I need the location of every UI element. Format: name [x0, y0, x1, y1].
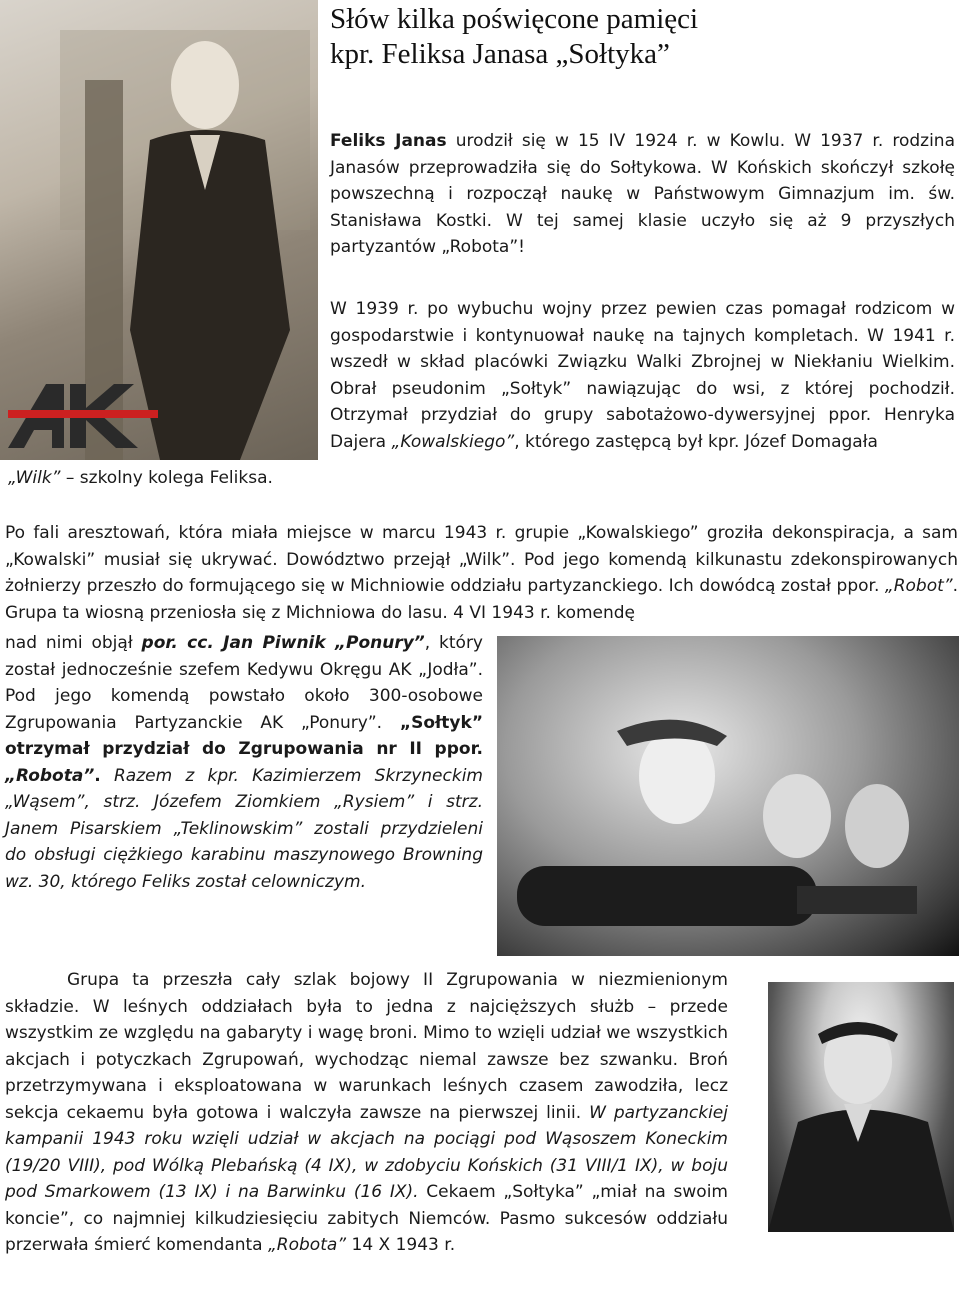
paragraph-combat-path: [5, 967, 728, 1259]
pseudonym-robota-2: „Robota”: [268, 1235, 347, 1255]
soltyk-assignment: „Sołtyk” otrzymał przydział do Zgrupowania nr II ppor.: [5, 712, 483, 759]
paragraph-combat-text-b: Cekaem „Sołtyka” „miał na swoim koncie”, co najmniej kilkudziesięciu zabitych Niemców. Pasmo sukcesów oddziału przerwała śmierć komendanta: [5, 1182, 728, 1255]
paragraph-war-1939: [330, 296, 955, 455]
name-feliks-janas: Feliks Janas: [330, 131, 447, 151]
caption-rest: – szkolny kolega Feliksa.: [60, 468, 273, 488]
paragraph-arrests: [5, 520, 958, 626]
paragraph-ponury-text-a: nad nimi objął: [5, 633, 142, 653]
paragraph-combat-text-a: Grupa ta przeszła cały szlak bojowy II Zgrupowania w niezmienionym składzie. W leśnych oddziałach była to jedna z najcięższych służb – przede wszystkim ze względu na gabaryty i wagę broni. Mimo to wzięli udział we wszystkich akcjach i potyczkach Zgrupowań, wychodząc niemal zawsze bez szwanku. Broń przetrzymywana i eksploatowana w warunkach leśnych czasem zawodziła, lecz sekcja cekaemu była gotowa i walczyła zawsze na pierwszej linii.: [5, 970, 728, 1123]
pseudonym-kowalski: „Kowalskiego”: [391, 431, 515, 452]
pseudonym-robota: „Robota”: [5, 765, 95, 786]
pseudonym-robot: „Robot”: [884, 576, 953, 596]
campaign-1943-text: W partyzanckiej kampanii 1943 roku wzięli udział w akcjach na pociągi pod Wąsoszem Koneckim (19/20 VIII), pod Wólką Plebańską (4 IX), w zdobyciu Końskich (31 VIII/1 IX), w boju pod Smarkowem (13 IX) i na Barwinku (16 IX).: [5, 1102, 728, 1202]
soltyk-assignment-end: .: [94, 765, 101, 786]
paragraph-birth-text: urodził się w 15 IV 1924 r. w Kowlu. W 1937 r. rodzina Janasów przeprowadziła się do Sołtykowa. W Końskich skończył szkołę powszechną i rozpoczął naukę w Państwowym Gimnazjum im. św. Stanisława Kostki. W tej samej klasie uczyło się aż 9 przyszłych partyzantów „Robota”!: [330, 131, 955, 257]
ak-logo: [8, 380, 158, 450]
paragraph-combat-text-c: 14 X 1943 r.: [346, 1235, 456, 1255]
title-line-1: Słów kilka poświęcone pamięci: [330, 3, 699, 35]
crew-illustration: [497, 636, 959, 956]
title-line-2: kpr. Feliksa Janasa „Sołtyka”: [330, 38, 670, 70]
crew-members-text: Razem z kpr. Kazimierzem Skrzyneckim „Wąsem”, strz. Józefem Ziomkiem „Rysiem” i strz. Janem Pisarskiem „Teklinowskim” zostali przydzieleni do obsługi ciężkiego karabinu maszynowego Browning wz. 30, którego Feliks został celowniczym.: [5, 765, 483, 892]
portrait-photo-soltyk: [768, 982, 954, 1232]
paragraph-ponury: [5, 630, 483, 895]
paragraph-birth: [330, 128, 955, 261]
paragraph-arrests-text-a: Po fali aresztowań, która miała miejsce w marcu 1943 r. grupie „Kowalskiego” groziła dekonspiracja, a sam „Kowalski” musiał się ukrywać. Dowództwo przejął „Wilk”. Pod jego komendą kilkunastu zdekonspirowanych żołnierzy przeszło do formującego się w Michniowie oddziału partyzanckiego. Ich dowódcą został ppor.: [5, 523, 958, 596]
machine-gun-crew-photo: [497, 636, 959, 956]
caption-name: „Wilk”: [8, 468, 61, 488]
page-title: [330, 2, 950, 72]
commander-piwnik: por. cc. Jan Piwnik „Ponury”: [141, 633, 425, 653]
paragraph-ponury-text-b: , który został jednocześnie szefem Kedywu Okręgu AK „Jodła”. Pod jego komendą powstało około 300-osobowe Zgrupowania Partyzanckie AK „Ponury”.: [5, 633, 483, 733]
soltyk-illustration: [768, 982, 954, 1232]
photo-caption: [8, 465, 273, 491]
paragraph-war-text-a: W 1939 r. po wybuchu wojny przez pewien czas pomagał rodzicom w gospodarstwie i kontynuował naukę na tajnych kompletach. W 1941 r. wszedł w skład placówki Związku Walki Zbrojnej w Niekłaniu Wielkim. Obrał pseudonim „Sołtyk” nawiązując do wsi, z której pochodził. Otrzymał przydział do grupy sabotażowo-dywersyjnej ppor. Henryka Dajera: [330, 299, 955, 452]
paragraph-arrests-text-b: . Grupa ta wiosną przeniosła się z Michniowa do lasu. 4 VI 1943 r. komendę: [5, 576, 958, 623]
paragraph-war-text-b: , którego zastępcą był kpr. Józef Domagała: [514, 431, 878, 452]
